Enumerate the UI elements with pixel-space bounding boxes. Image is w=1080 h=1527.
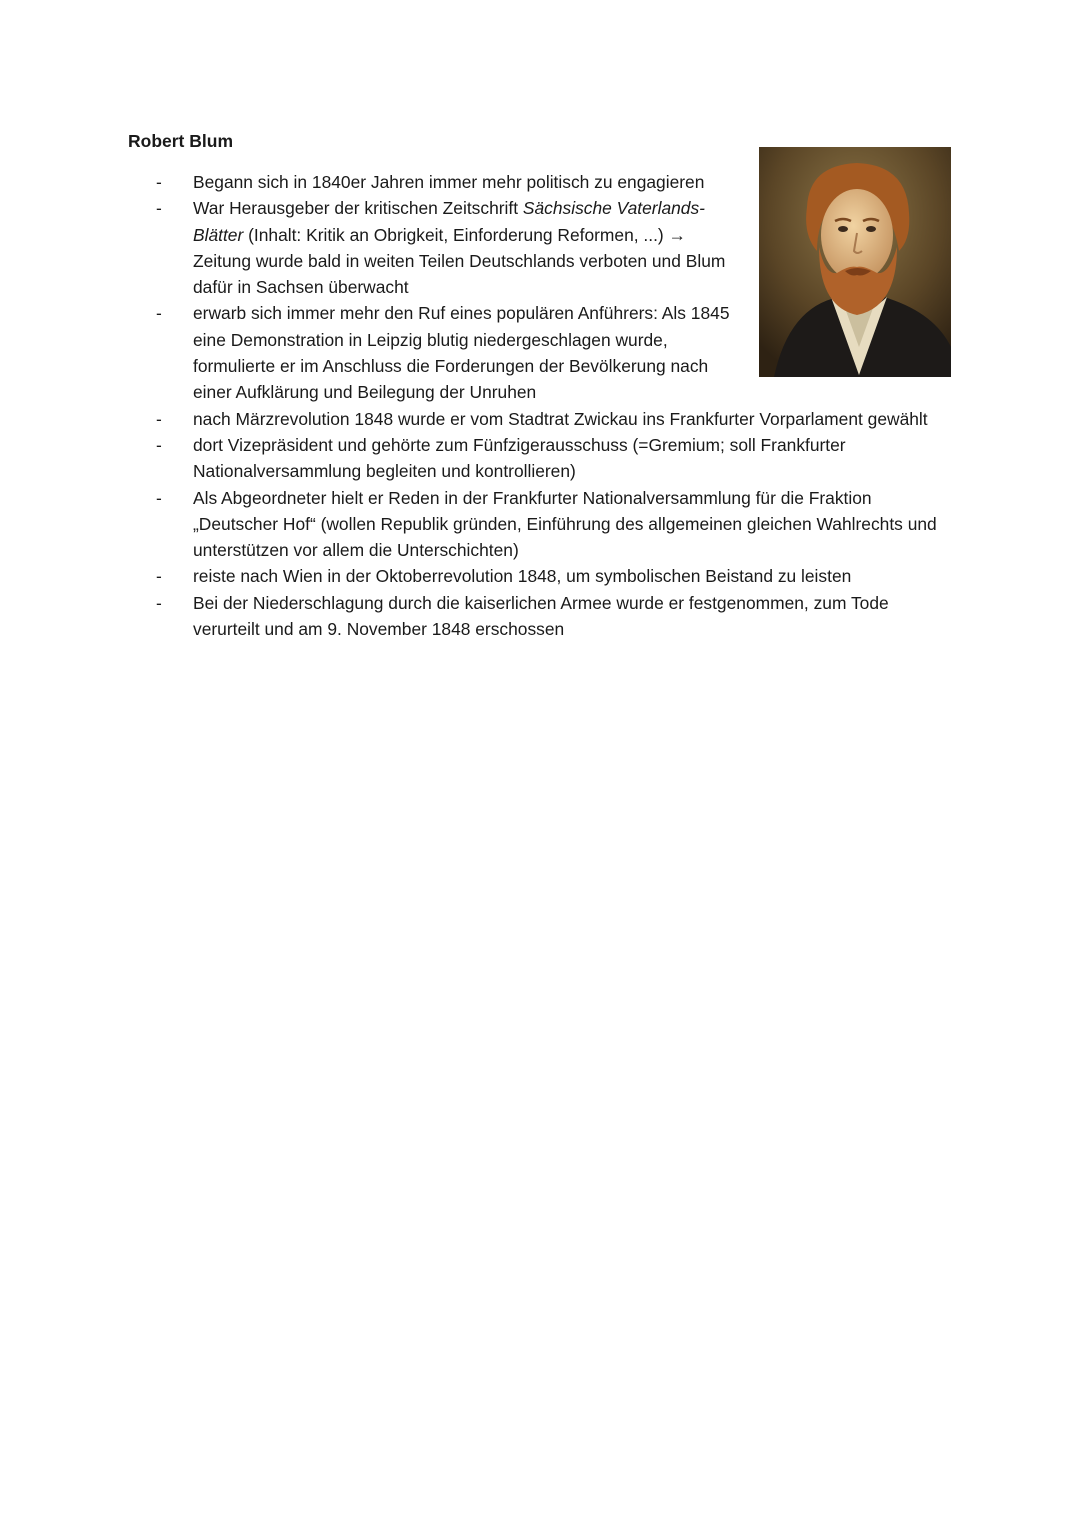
list-item — [0, 300, 738, 405]
list-item — [0, 406, 953, 432]
list-item-text: reiste nach Wien in der Oktoberrevolution 1848, um symbolischen Beistand zu leisten — [193, 566, 852, 587]
list-item-text: Bei der Niederschlagung durch die kaiserlichen Armee wurde er festgenommen, zum Tode verurteilt und am 9. November 1848 erschossen — [193, 592, 889, 640]
list-bullet: - — [156, 487, 162, 508]
list-item-text: War Herausgeber der kritischen Zeitschrift — [193, 198, 523, 219]
list-item-text-continued: (Inhalt: Kritik an Obrigkeit, Einforderung Reformen, ...) → Zeitung wurde bald in weiten Teilen Deutschlands verboten und Blum dafür in Sachsen überwacht — [193, 224, 726, 298]
list-bullet: - — [156, 408, 162, 429]
list-item-text: erwarb sich immer mehr den Ruf eines populären Anführers: Als 1845 eine Demonstration in Leipzig blutig niedergeschlagen wurde, formulierte er im Anschluss die Forderungen der Bevölkerung nach einer Aufklärung und Beilegung der Unruhen — [193, 303, 730, 403]
bullet-list — [0, 169, 1080, 642]
list-bullet: - — [156, 198, 162, 219]
document-title: Robert Blum — [128, 131, 233, 151]
list-bullet: - — [156, 592, 162, 613]
list-item — [0, 563, 953, 589]
list-item — [0, 432, 953, 485]
list-item-text: dort Vizepräsident und gehörte zum Fünfzigerausschuss (=Gremium; soll Frankfurter Nationalversammlung begleiten und kontrollieren) — [193, 434, 846, 482]
list-bullet: - — [156, 434, 162, 455]
list-item-text: nach Märzrevolution 1848 wurde er vom Stadtrat Zwickau ins Frankfurter Vorparlament gewählt — [193, 408, 928, 429]
list-item — [0, 485, 953, 564]
list-item-text: Begann sich in 1840er Jahren immer mehr politisch zu engagieren — [193, 172, 705, 192]
list-item — [0, 590, 953, 643]
publication-title: Sächsische Vaterlands-Blätter — [193, 198, 705, 245]
list-bullet: - — [156, 172, 162, 192]
list-item — [0, 169, 738, 195]
list-bullet: - — [156, 303, 162, 324]
list-bullet: - — [156, 566, 162, 587]
list-item — [0, 195, 738, 300]
list-item-text: Als Abgeordneter hielt er Reden in der Frankfurter Nationalversammlung für die Fraktion „Deutscher Hof“ (wollen Republik gründen, Einführung des allgemeinen gleichen Wahlrechts und unterstützen vor allem die Unterschichten) — [193, 487, 937, 561]
